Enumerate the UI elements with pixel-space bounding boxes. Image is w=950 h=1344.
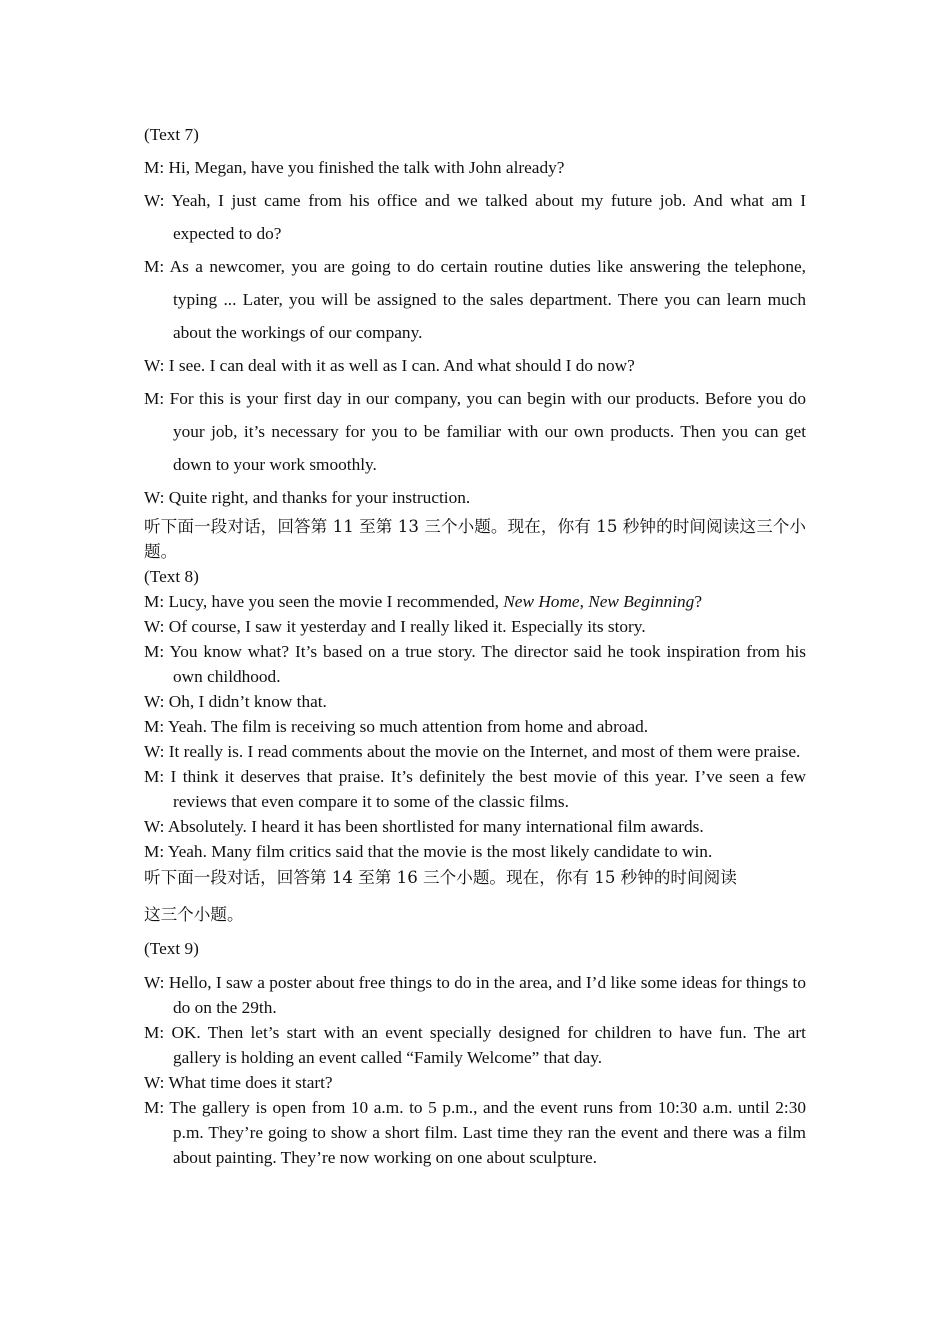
text8-line-1-b: ? [694,592,702,611]
text8-line-5: M: Yeah. The film is receiving so much attention from home and abroad. [144,717,649,736]
text7-heading: (Text 7) [144,125,199,144]
text7-line-6: W: Quite right, and thanks for your instruction. [144,488,471,507]
text8-heading: (Text 8) [144,567,199,586]
text8-line-9: M: Yeah. Many film critics said that the movie is the most likely candidate to win. [144,842,713,861]
text7-line-5: M: For this is your first day in our company, you can begin with our products. Before you do your job, it’s necessary for you to be familiar with our own products. Then you can get down to your work smoothly. [144,389,806,474]
text7-line-3: M: As a newcomer, you are going to do certain routine duties like answering the telephone, typing ... Later, you will be assigned to the sales department. There you can learn much about the workings of our company. [144,257,806,342]
text7-line-1: M: Hi, Megan, have you finished the talk with John already? [144,158,565,177]
text7-line-2: W: Yeah, I just came from his office and we talked about my future job. And what am I expected to do? [144,191,806,243]
text8-line-6: W: It really is. I read comments about the movie on the Internet, and most of them were praise. [144,742,801,761]
instruction-text9-line-2: 这三个小题。 [144,905,244,924]
text9-line-2: M: OK. Then let’s start with an event specially designed for children to have fun. The art gallery is holding an event called “Family Welcome” that day. [144,1023,806,1067]
text9-line-4: M: The gallery is open from 10 a.m. to 5 p.m., and the event runs from 10:30 a.m. until 2:30 p.m. They’re going to show a short film. Last time they ran the event and there was a film about painting. They’re now working on one about sculpture. [144,1098,806,1167]
text8-line-4: W: Oh, I didn’t know that. [144,692,327,711]
instruction-text8: 听下面一段对话，回答第 11 至第 13 三个小题。现在，你有 15 秒钟的时间阅读这三个小题。 [144,517,806,561]
text8-line-7: M: I think it deserves that praise. It’s definitely the best movie of this year. I’ve seen a few reviews that even compare it to some of the classic films. [144,767,806,811]
text8-line-3: M: You know what? It’s based on a true story. The director said he took inspiration from his own childhood. [144,642,806,686]
text9-heading: (Text 9) [144,939,199,958]
text8-line-2: W: Of course, I saw it yesterday and I really liked it. Especially its story. [144,617,646,636]
document-content [144,118,806,1170]
text9-line-1: W: Hello, I saw a poster about free things to do in the area, and I’d like some ideas for things to do on the 29th. [144,973,806,1017]
text7-line-4: W: I see. I can deal with it as well as I can. And what should I do now? [144,356,635,375]
text8-line-1 [144,589,806,614]
text9-line-3: W: What time does it start? [144,1073,333,1092]
text8-line-1-a: M: Lucy, have you seen the movie I recommended, [144,592,504,611]
text8-line-8: W: Absolutely. I heard it has been shortlisted for many international film awards. [144,817,704,836]
instruction-text9-line-1: 听下面一段对话，回答第 14 至第 16 三个小题。现在，你有 15 秒钟的时间阅读 [144,868,737,887]
movie-title: New Home, New Beginning [503,592,695,611]
